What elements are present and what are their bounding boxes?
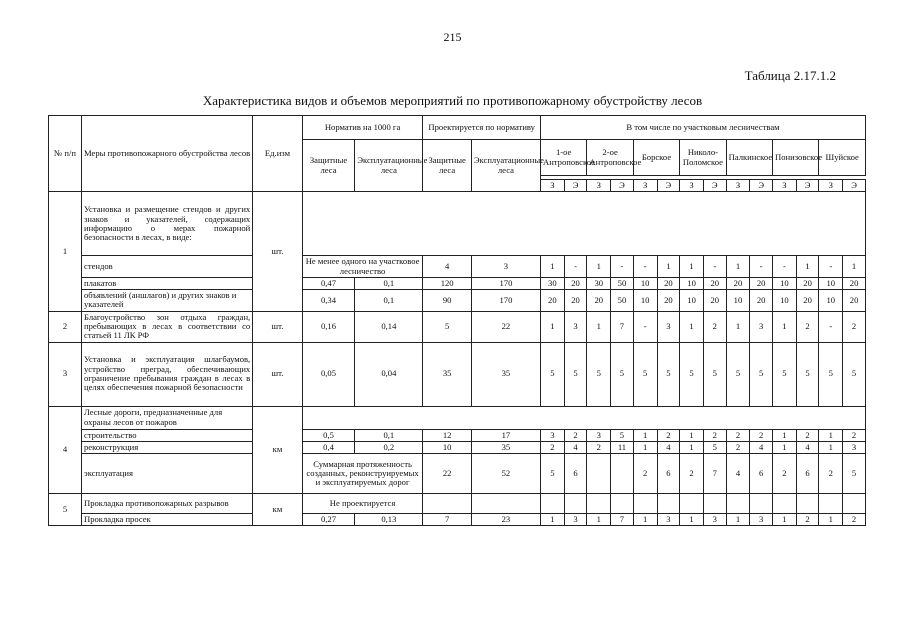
- district-value-cell: 1: [726, 514, 750, 526]
- district-value-cell: 10: [773, 277, 797, 289]
- district-value-cell: 2: [750, 429, 773, 441]
- district-value-cell: 3: [564, 311, 587, 342]
- norm-merged-cell: Не менее одного на участковое лесничество: [302, 256, 423, 278]
- table-row: [49, 406, 866, 429]
- district-value-cell: -: [611, 256, 634, 278]
- header-district: 2-ое Антроповское: [587, 140, 633, 176]
- empty-cell: [302, 192, 865, 256]
- table-row: [49, 192, 866, 256]
- header-norm-protective: Защитные леса: [302, 140, 355, 192]
- district-value-cell: 2: [773, 454, 797, 494]
- district-value-cell: 7: [611, 514, 634, 526]
- district-value-cell: 20: [564, 290, 587, 312]
- measure-cell: стендов: [82, 256, 253, 278]
- measure-cell: Установка и эксплуатация шлагбаумов, устройство преград, обеспечивающих ограничение пребывания граждан в лесах в целях обеспечения пожарной безопасности: [82, 342, 253, 406]
- proj-exploit-cell: 17: [471, 429, 540, 441]
- norm-merged-cell: Суммарная протяженность созданных, реконструируемых и эксплуатируемых дорог: [302, 454, 423, 494]
- table-row: [49, 256, 866, 278]
- header-e: Э: [750, 180, 773, 192]
- measure-cell: Прокладка противопожарных разрывов: [82, 494, 253, 514]
- district-value-cell: 3: [843, 441, 866, 453]
- district-value-cell: 10: [819, 290, 843, 312]
- district-value-cell: [564, 494, 587, 514]
- measure-cell: эксплуатация: [82, 454, 253, 494]
- row-number: 4: [49, 406, 82, 494]
- district-value-cell: 10: [726, 290, 750, 312]
- norm-protective-cell: 0,05: [302, 342, 355, 406]
- district-value-cell: -: [703, 256, 726, 278]
- district-value-cell: 20: [587, 290, 611, 312]
- district-value-cell: 4: [657, 441, 680, 453]
- norm-exploit-cell: 0,13: [355, 514, 423, 526]
- header-e: Э: [703, 180, 726, 192]
- district-value-cell: 20: [796, 277, 819, 289]
- district-value-cell: [611, 494, 634, 514]
- empty-cell: [302, 406, 865, 429]
- district-value-cell: 30: [540, 277, 564, 289]
- district-value-cell: 1: [633, 514, 657, 526]
- header-z: З: [726, 180, 750, 192]
- district-value-cell: 5: [750, 342, 773, 406]
- district-value-cell: 2: [796, 311, 819, 342]
- header-proj-exploit: Эксплуатационные леса: [471, 140, 540, 192]
- district-value-cell: 1: [587, 256, 611, 278]
- unit-cell: км: [253, 494, 303, 526]
- table-row: [49, 311, 866, 342]
- measure-cell: плакатов: [82, 277, 253, 289]
- proj-exploit-cell: 35: [471, 441, 540, 453]
- district-value-cell: [540, 494, 564, 514]
- header-district: Шуйское: [819, 140, 866, 176]
- district-value-cell: [796, 494, 819, 514]
- district-value-cell: 20: [657, 277, 680, 289]
- norm-merged-cell: Не проектируется: [302, 494, 423, 514]
- header-district: 1-ое Антроповское: [540, 140, 586, 176]
- table-row: [49, 429, 866, 441]
- district-value-cell: 10: [773, 290, 797, 312]
- header-z: З: [633, 180, 657, 192]
- district-value-cell: 2: [657, 429, 680, 441]
- district-value-cell: 20: [796, 290, 819, 312]
- district-value-cell: -: [564, 256, 587, 278]
- norm-protective-cell: 0,4: [302, 441, 355, 453]
- district-value-cell: 2: [843, 429, 866, 441]
- district-value-cell: 2: [564, 429, 587, 441]
- district-value-cell: [819, 494, 843, 514]
- district-value-cell: [587, 454, 611, 494]
- district-value-cell: [773, 494, 797, 514]
- header-incl: В том числе по участковым лесничествам: [540, 116, 865, 140]
- district-value-cell: 1: [773, 429, 797, 441]
- district-value-cell: 4: [564, 441, 587, 453]
- district-value-cell: 1: [680, 311, 704, 342]
- district-value-cell: 20: [843, 277, 866, 289]
- district-value-cell: 10: [633, 290, 657, 312]
- row-number: 3: [49, 342, 82, 406]
- measure-cell: Прокладка просек: [82, 514, 253, 526]
- measure-cell: Благоустройство зон отдыха граждан, пребывающих в лесах в соответствии со статьей 11 ЛК РФ: [82, 311, 253, 342]
- norm-protective-cell: 0,27: [302, 514, 355, 526]
- proj-exploit-cell: 3: [471, 256, 540, 278]
- district-value-cell: [726, 494, 750, 514]
- proj-protective-cell: 90: [423, 290, 471, 312]
- district-value-cell: 5: [540, 454, 564, 494]
- proj-protective-cell: 7: [423, 514, 471, 526]
- district-value-cell: 2: [843, 514, 866, 526]
- district-value-cell: 20: [703, 277, 726, 289]
- table-row: [49, 342, 866, 406]
- district-value-cell: [657, 494, 680, 514]
- table-row: [49, 514, 866, 526]
- district-value-cell: [703, 494, 726, 514]
- norm-protective-cell: 0,47: [302, 277, 355, 289]
- district-value-cell: -: [773, 256, 797, 278]
- district-value-cell: 20: [703, 290, 726, 312]
- district-value-cell: 5: [680, 342, 704, 406]
- district-value-cell: 4: [726, 454, 750, 494]
- district-value-cell: 10: [680, 277, 704, 289]
- district-value-cell: 1: [843, 256, 866, 278]
- district-value-cell: 5: [773, 342, 797, 406]
- header-district: Николо-Поломское: [680, 140, 726, 176]
- district-value-cell: 3: [540, 429, 564, 441]
- district-value-cell: 1: [773, 311, 797, 342]
- proj-exploit-cell: 170: [471, 277, 540, 289]
- district-value-cell: 1: [796, 256, 819, 278]
- table-row: [49, 441, 866, 453]
- table-row: [49, 277, 866, 289]
- district-value-cell: 1: [680, 514, 704, 526]
- header-z: З: [819, 180, 843, 192]
- header-proj-protective: Защитные леса: [423, 140, 471, 192]
- proj-exploit-cell: [471, 494, 540, 514]
- measure-cell: объявлений (аншлагов) и других знаков и указателей: [82, 290, 253, 312]
- header-z: З: [540, 180, 564, 192]
- proj-exploit-cell: 22: [471, 311, 540, 342]
- norm-exploit-cell: 0,14: [355, 311, 423, 342]
- district-value-cell: 5: [611, 429, 634, 441]
- district-value-cell: 1: [587, 514, 611, 526]
- measure-cell: Установка и размещение стендов и других знаков и указателей, содержащих информацию о мерах пожарной безопасности в лесах, в виде:: [82, 192, 253, 256]
- district-value-cell: 6: [750, 454, 773, 494]
- district-value-cell: 1: [587, 311, 611, 342]
- district-value-cell: [587, 494, 611, 514]
- district-value-cell: 5: [611, 342, 634, 406]
- district-value-cell: 4: [796, 441, 819, 453]
- district-value-cell: 2: [796, 429, 819, 441]
- header-z: З: [680, 180, 704, 192]
- header-measures: Меры противопожарного обустройства лесов: [82, 116, 253, 192]
- district-value-cell: 30: [587, 277, 611, 289]
- district-value-cell: 3: [703, 514, 726, 526]
- district-value-cell: 2: [703, 311, 726, 342]
- unit-cell: шт.: [253, 192, 303, 311]
- district-value-cell: 1: [540, 514, 564, 526]
- proj-protective-cell: 120: [423, 277, 471, 289]
- district-value-cell: 4: [750, 441, 773, 453]
- district-value-cell: -: [819, 311, 843, 342]
- header-e: Э: [657, 180, 680, 192]
- header-norm-exploit: Эксплуатационные леса: [355, 140, 423, 192]
- proj-exploit-cell: 23: [471, 514, 540, 526]
- district-value-cell: 1: [657, 256, 680, 278]
- district-value-cell: 2: [587, 441, 611, 453]
- header-unit: Ед.изм: [253, 116, 303, 192]
- district-value-cell: 20: [750, 290, 773, 312]
- district-value-cell: [680, 494, 704, 514]
- district-value-cell: [633, 494, 657, 514]
- district-value-cell: 7: [611, 311, 634, 342]
- district-value-cell: 1: [773, 441, 797, 453]
- district-value-cell: 20: [540, 290, 564, 312]
- district-value-cell: 5: [819, 342, 843, 406]
- district-value-cell: -: [633, 256, 657, 278]
- district-value-cell: -: [819, 256, 843, 278]
- district-value-cell: 1: [540, 256, 564, 278]
- district-value-cell: 20: [750, 277, 773, 289]
- header-projected: Проектируется по нормативу: [423, 116, 541, 140]
- header-e: Э: [796, 180, 819, 192]
- district-value-cell: 3: [657, 311, 680, 342]
- district-value-cell: 1: [819, 441, 843, 453]
- district-value-cell: 10: [633, 277, 657, 289]
- header-district: Понизовское: [773, 140, 819, 176]
- district-value-cell: 1: [680, 441, 704, 453]
- district-value-cell: 2: [703, 429, 726, 441]
- district-value-cell: 5: [843, 454, 866, 494]
- district-value-cell: 1: [773, 514, 797, 526]
- district-value-cell: 50: [611, 290, 634, 312]
- district-value-cell: 2: [633, 454, 657, 494]
- proj-protective-cell: 22: [423, 454, 471, 494]
- district-value-cell: [611, 454, 634, 494]
- fire-measures-table: [48, 115, 866, 526]
- unit-cell: шт.: [253, 342, 303, 406]
- district-value-cell: 3: [657, 514, 680, 526]
- proj-protective-cell: [423, 494, 471, 514]
- district-value-cell: 10: [819, 277, 843, 289]
- table-row: [49, 290, 866, 312]
- header-e: Э: [564, 180, 587, 192]
- district-value-cell: 5: [540, 342, 564, 406]
- district-value-cell: 5: [843, 342, 866, 406]
- norm-exploit-cell: 0,1: [355, 429, 423, 441]
- district-value-cell: 1: [540, 311, 564, 342]
- district-value-cell: 20: [726, 277, 750, 289]
- proj-protective-cell: 5: [423, 311, 471, 342]
- norm-protective-cell: 0,34: [302, 290, 355, 312]
- district-value-cell: 1: [819, 429, 843, 441]
- district-value-cell: 20: [564, 277, 587, 289]
- district-value-cell: 10: [680, 290, 704, 312]
- norm-exploit-cell: 0,1: [355, 290, 423, 312]
- district-value-cell: 2: [796, 514, 819, 526]
- district-value-cell: 6: [657, 454, 680, 494]
- district-value-cell: 6: [564, 454, 587, 494]
- district-value-cell: 7: [703, 454, 726, 494]
- district-value-cell: -: [750, 256, 773, 278]
- row-number: 2: [49, 311, 82, 342]
- district-value-cell: 3: [750, 311, 773, 342]
- proj-exploit-cell: 35: [471, 342, 540, 406]
- district-value-cell: 1: [680, 429, 704, 441]
- district-value-cell: -: [633, 311, 657, 342]
- norm-protective-cell: 0,5: [302, 429, 355, 441]
- header-e: Э: [843, 180, 866, 192]
- measure-cell: реконструкция: [82, 441, 253, 453]
- proj-exploit-cell: 170: [471, 290, 540, 312]
- district-value-cell: 5: [796, 342, 819, 406]
- district-value-cell: 5: [703, 441, 726, 453]
- district-value-cell: 5: [657, 342, 680, 406]
- district-value-cell: 1: [726, 311, 750, 342]
- header-norm: Норматив на 1000 га: [302, 116, 423, 140]
- district-value-cell: 2: [726, 429, 750, 441]
- page-number: 215: [443, 30, 462, 44]
- table-row: [49, 454, 866, 494]
- header-e: Э: [611, 180, 634, 192]
- table-row: [49, 494, 866, 514]
- norm-protective-cell: 0,16: [302, 311, 355, 342]
- district-value-cell: 11: [611, 441, 634, 453]
- header-z: З: [587, 180, 611, 192]
- district-value-cell: 50: [611, 277, 634, 289]
- header-district: Борское: [633, 140, 679, 176]
- district-value-cell: 3: [564, 514, 587, 526]
- table-title: Характеристика видов и объемов мероприятий по противопожарному обустройству лесов: [202, 93, 703, 108]
- measure-cell: Лесные дороги, предназначенные для охраны лесов от пожаров: [82, 406, 253, 429]
- district-value-cell: 6: [796, 454, 819, 494]
- proj-protective-cell: 4: [423, 256, 471, 278]
- row-number: 5: [49, 494, 82, 526]
- header-num: № п/п: [49, 116, 82, 192]
- row-number: 1: [49, 192, 82, 311]
- district-value-cell: 1: [726, 256, 750, 278]
- norm-exploit-cell: 0,2: [355, 441, 423, 453]
- district-value-cell: 5: [703, 342, 726, 406]
- district-value-cell: 1: [819, 514, 843, 526]
- district-value-cell: 20: [657, 290, 680, 312]
- district-value-cell: 1: [680, 256, 704, 278]
- measure-cell: строительство: [82, 429, 253, 441]
- district-value-cell: 3: [750, 514, 773, 526]
- proj-protective-cell: 10: [423, 441, 471, 453]
- header-district: Палкинское: [726, 140, 772, 176]
- district-value-cell: 5: [633, 342, 657, 406]
- district-value-cell: 2: [726, 441, 750, 453]
- district-value-cell: 1: [633, 429, 657, 441]
- unit-cell: км: [253, 406, 303, 494]
- district-value-cell: 3: [587, 429, 611, 441]
- district-value-cell: 5: [587, 342, 611, 406]
- proj-protective-cell: 35: [423, 342, 471, 406]
- district-value-cell: [843, 494, 866, 514]
- proj-exploit-cell: 52: [471, 454, 540, 494]
- district-value-cell: 2: [843, 311, 866, 342]
- district-value-cell: 2: [819, 454, 843, 494]
- unit-cell: шт.: [253, 311, 303, 342]
- district-value-cell: [750, 494, 773, 514]
- proj-protective-cell: 12: [423, 429, 471, 441]
- header-z: З: [773, 180, 797, 192]
- norm-exploit-cell: 0,1: [355, 277, 423, 289]
- district-value-cell: 1: [633, 441, 657, 453]
- table-label: Таблица 2.17.1.2: [744, 68, 836, 83]
- district-value-cell: 5: [726, 342, 750, 406]
- district-value-cell: 5: [564, 342, 587, 406]
- norm-exploit-cell: 0,04: [355, 342, 423, 406]
- district-value-cell: 2: [540, 441, 564, 453]
- district-value-cell: 2: [680, 454, 704, 494]
- district-value-cell: 20: [843, 290, 866, 312]
